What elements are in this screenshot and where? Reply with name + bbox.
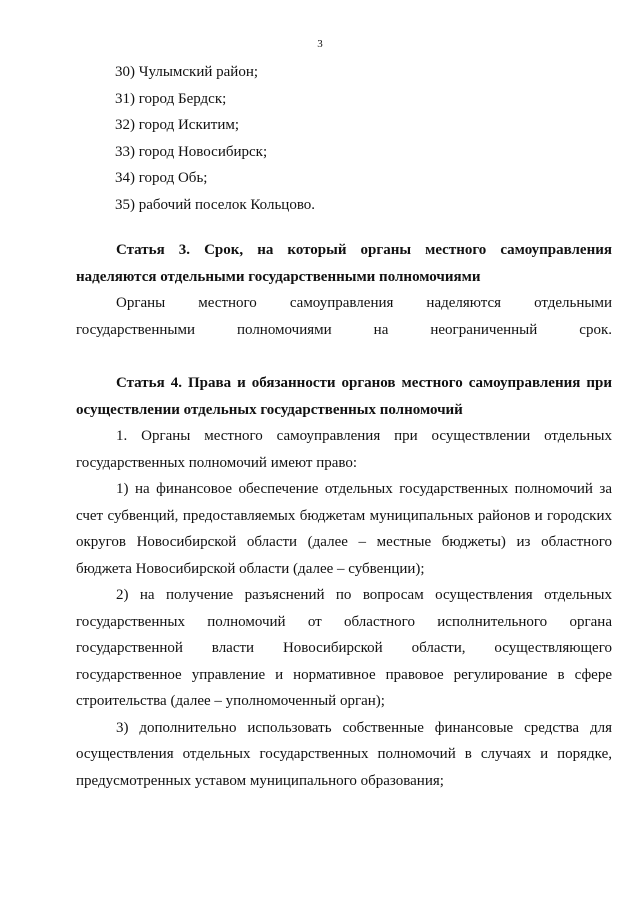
list-item: 32) город Искитим; (115, 117, 240, 133)
article-4-paragraph-2: 1) на финансовое обеспечение отдельных государственных полномочий за счет субвенций, предоставляемых бюджетам муниципальных районов и городских округов Новосибирской области (далее – местные бюджеты) из областного бюджета Новосибирской области (далее – субвенции); (76, 481, 612, 577)
article-4-paragraph-4: 3) дополнительно использовать собственные финансовые средства для осуществления отдельных государственных полномочий в случаях и порядке, предусмотренных уставом муниципального образования; (76, 719, 612, 789)
list-item: 30) Чулымский район; (115, 64, 259, 80)
municipality-list (115, 59, 615, 218)
list-item: 33) город Новосибирск; (115, 143, 268, 160)
list-item: 31) город Бердск; (115, 90, 227, 107)
article-4-paragraph-1: 1. Органы местного самоуправления при осуществлении отдельных государственных полномочий имеют право: (76, 428, 612, 471)
article-3 (76, 237, 612, 343)
list-item: 34) город Обь; (115, 170, 208, 186)
page-number: 3 (317, 38, 323, 50)
list-item: 35) рабочий поселок Кольцово. (115, 196, 316, 213)
article-4-paragraph-3: 2) на получение разъяснений по вопросам осуществления отдельных государственных полномочий от областного исполнительного органа государственной власти Новосибирской области, осуществляющего государственное управление и нормативное правовое регулирование в сфере строительства (далее – уполномоченный орган); (76, 587, 612, 709)
article-4-heading: Статья 4. Права и обязанности органов местного самоуправления при осуществлении отдельных государственных полномочий (76, 375, 612, 418)
article-4 (76, 370, 612, 794)
article-3-heading: Статья 3. Срок, на который органы местного самоуправления наделяются отдельными государственными полномочиями (76, 242, 612, 285)
article-3-text: Органы местного самоуправления наделяются отдельными государственными полномочиями на неограниченный срок. (76, 295, 612, 338)
